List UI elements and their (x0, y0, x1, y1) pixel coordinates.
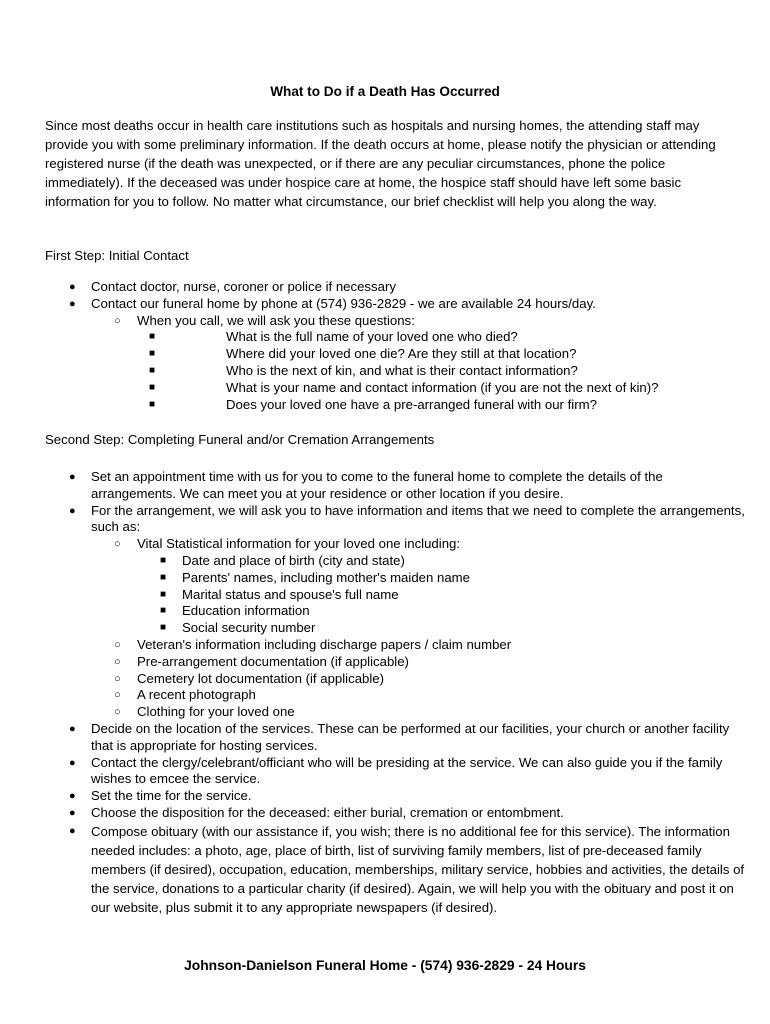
list-item: ● Contact the clergy/celebrant/officiant who will be presiding at the service. We can also guide you if the family wishes to emcee the service. (69, 754, 723, 787)
list-item: ■ Where did your loved one die? Are they still at that location? (149, 346, 577, 362)
list-item: ■ Marital status and spouse's full name (160, 586, 399, 602)
circle-bullet-icon: ○ (114, 538, 121, 551)
list-item: ○ Vital Statistical information for your loved one including: (114, 536, 461, 552)
list-item: ● Set the time for the service. (69, 788, 252, 804)
footer-contact: Johnson-Danielson Funeral Home - (574) 936-2829 - 24 Hours (184, 958, 586, 973)
list-item: ■ Education information (160, 603, 310, 619)
step2-heading: Second Step: Completing Funeral and/or Cremation Arrangements (45, 432, 435, 447)
bullet-icon: ● (69, 297, 76, 310)
list-item: ■ Parents' names, including mother's maiden name (160, 569, 470, 585)
circle-bullet-icon: ○ (114, 672, 121, 685)
list-item: ○ Pre-arrangement documentation (if applicable) (114, 653, 409, 669)
circle-bullet-icon: ○ (114, 706, 121, 719)
bullet-icon: ● (69, 824, 76, 837)
bullet-icon: ● (69, 790, 76, 803)
list-item: ■ Does your loved one have a pre-arranged funeral with our firm? (149, 396, 597, 412)
list-item: ● Decide on the location of the services. These can be performed at our facilities, your church or another facility that is appropriate for hosting services. (69, 720, 730, 753)
list-item: ● Set an appointment time with us for you to come to the funeral home to complete the details of the arrangements. We can meet you at your residence or other location if you desire. (69, 469, 663, 501)
step1-list (45, 279, 745, 413)
square-bullet-icon: ■ (149, 348, 156, 360)
square-bullet-icon: ■ (160, 605, 167, 617)
list-item: ○ When you call, we will ask you these questions: (114, 312, 415, 328)
square-bullet-icon: ■ (149, 364, 156, 376)
circle-bullet-icon: ○ (114, 638, 121, 651)
square-bullet-icon: ■ (160, 554, 167, 566)
circle-bullet-icon: ○ (114, 689, 121, 702)
list-item: ■ Social security number (160, 620, 316, 636)
square-bullet-icon: ■ (149, 398, 156, 410)
bullet-icon: ● (69, 504, 76, 517)
bullet-icon: ● (69, 806, 76, 819)
intro-paragraph: Since most deaths occur in health care institutions such as hospitals and nursing homes, the attending staff may provide you with some preliminary information. If the death occurs at home, please notify the physician or attending registered nurse (if the death was unexpected, or if there are any peculiar circumstances, phone the police immediately). If the deceased was under hospice care at home, the hospice staff should have left some basic information for you to follow. No matter what circumstance, our brief checklist will help you along the way. (45, 118, 716, 209)
square-bullet-icon: ■ (160, 622, 167, 634)
list-item: ○ A recent photograph (114, 687, 256, 703)
list-item: ■ What is the full name of your loved one who died? (149, 329, 518, 345)
bullet-icon: ● (69, 756, 76, 769)
document-title: What to Do if a Death Has Occurred (270, 84, 500, 99)
circle-bullet-icon: ○ (114, 655, 121, 668)
bullet-icon: ● (69, 722, 76, 735)
bullet-icon: ● (69, 471, 76, 483)
square-bullet-icon: ■ (149, 331, 156, 343)
circle-bullet-icon: ○ (114, 314, 121, 327)
list-item: ○ Clothing for your loved one (114, 704, 295, 720)
square-bullet-icon: ■ (160, 588, 167, 600)
list-item: ● Contact our funeral home by phone at (574) 936-2829 - we are available 24 hours/day. (69, 295, 596, 311)
list-item: ● For the arrangement, we will ask you to have information and items that we need to complete the arrangements, such as: (69, 502, 745, 535)
list-item: ○ Cemetery lot documentation (if applicable) (114, 670, 385, 686)
list-item: ○ Veteran's information including discharge papers / claim number (114, 636, 512, 652)
list-item: ■ Who is the next of kin, and what is their contact information? (149, 362, 578, 378)
step1-heading: First Step: Initial Contact (45, 248, 189, 263)
square-bullet-icon: ■ (160, 571, 167, 583)
list-item: ■ Date and place of birth (city and state) (160, 552, 405, 568)
step2-list (45, 469, 745, 917)
list-item: ■ What is your name and contact information (if you are not the next of kin)? (149, 379, 659, 395)
bullet-icon: ● (69, 281, 76, 293)
square-bullet-icon: ■ (149, 381, 156, 393)
list-item: ● Choose the disposition for the deceased: either burial, cremation or entombment. (69, 804, 564, 820)
list-item: ● Contact doctor, nurse, coroner or police if necessary (69, 279, 396, 294)
list-item: ● Compose obituary (with our assistance if, you wish; there is no additional fee for this service). The information needed includes: a photo, age, place of birth, list of surviving family members, list of pre-deceased family members (if desired), occupation, education, memberships, military service, hobbies and activities, the details of the service, donations to a particular charity (if desired). Again, we will help you with the obituary and post it on our website, plus submit it to any appropriate newspapers (if desired). (69, 823, 745, 915)
